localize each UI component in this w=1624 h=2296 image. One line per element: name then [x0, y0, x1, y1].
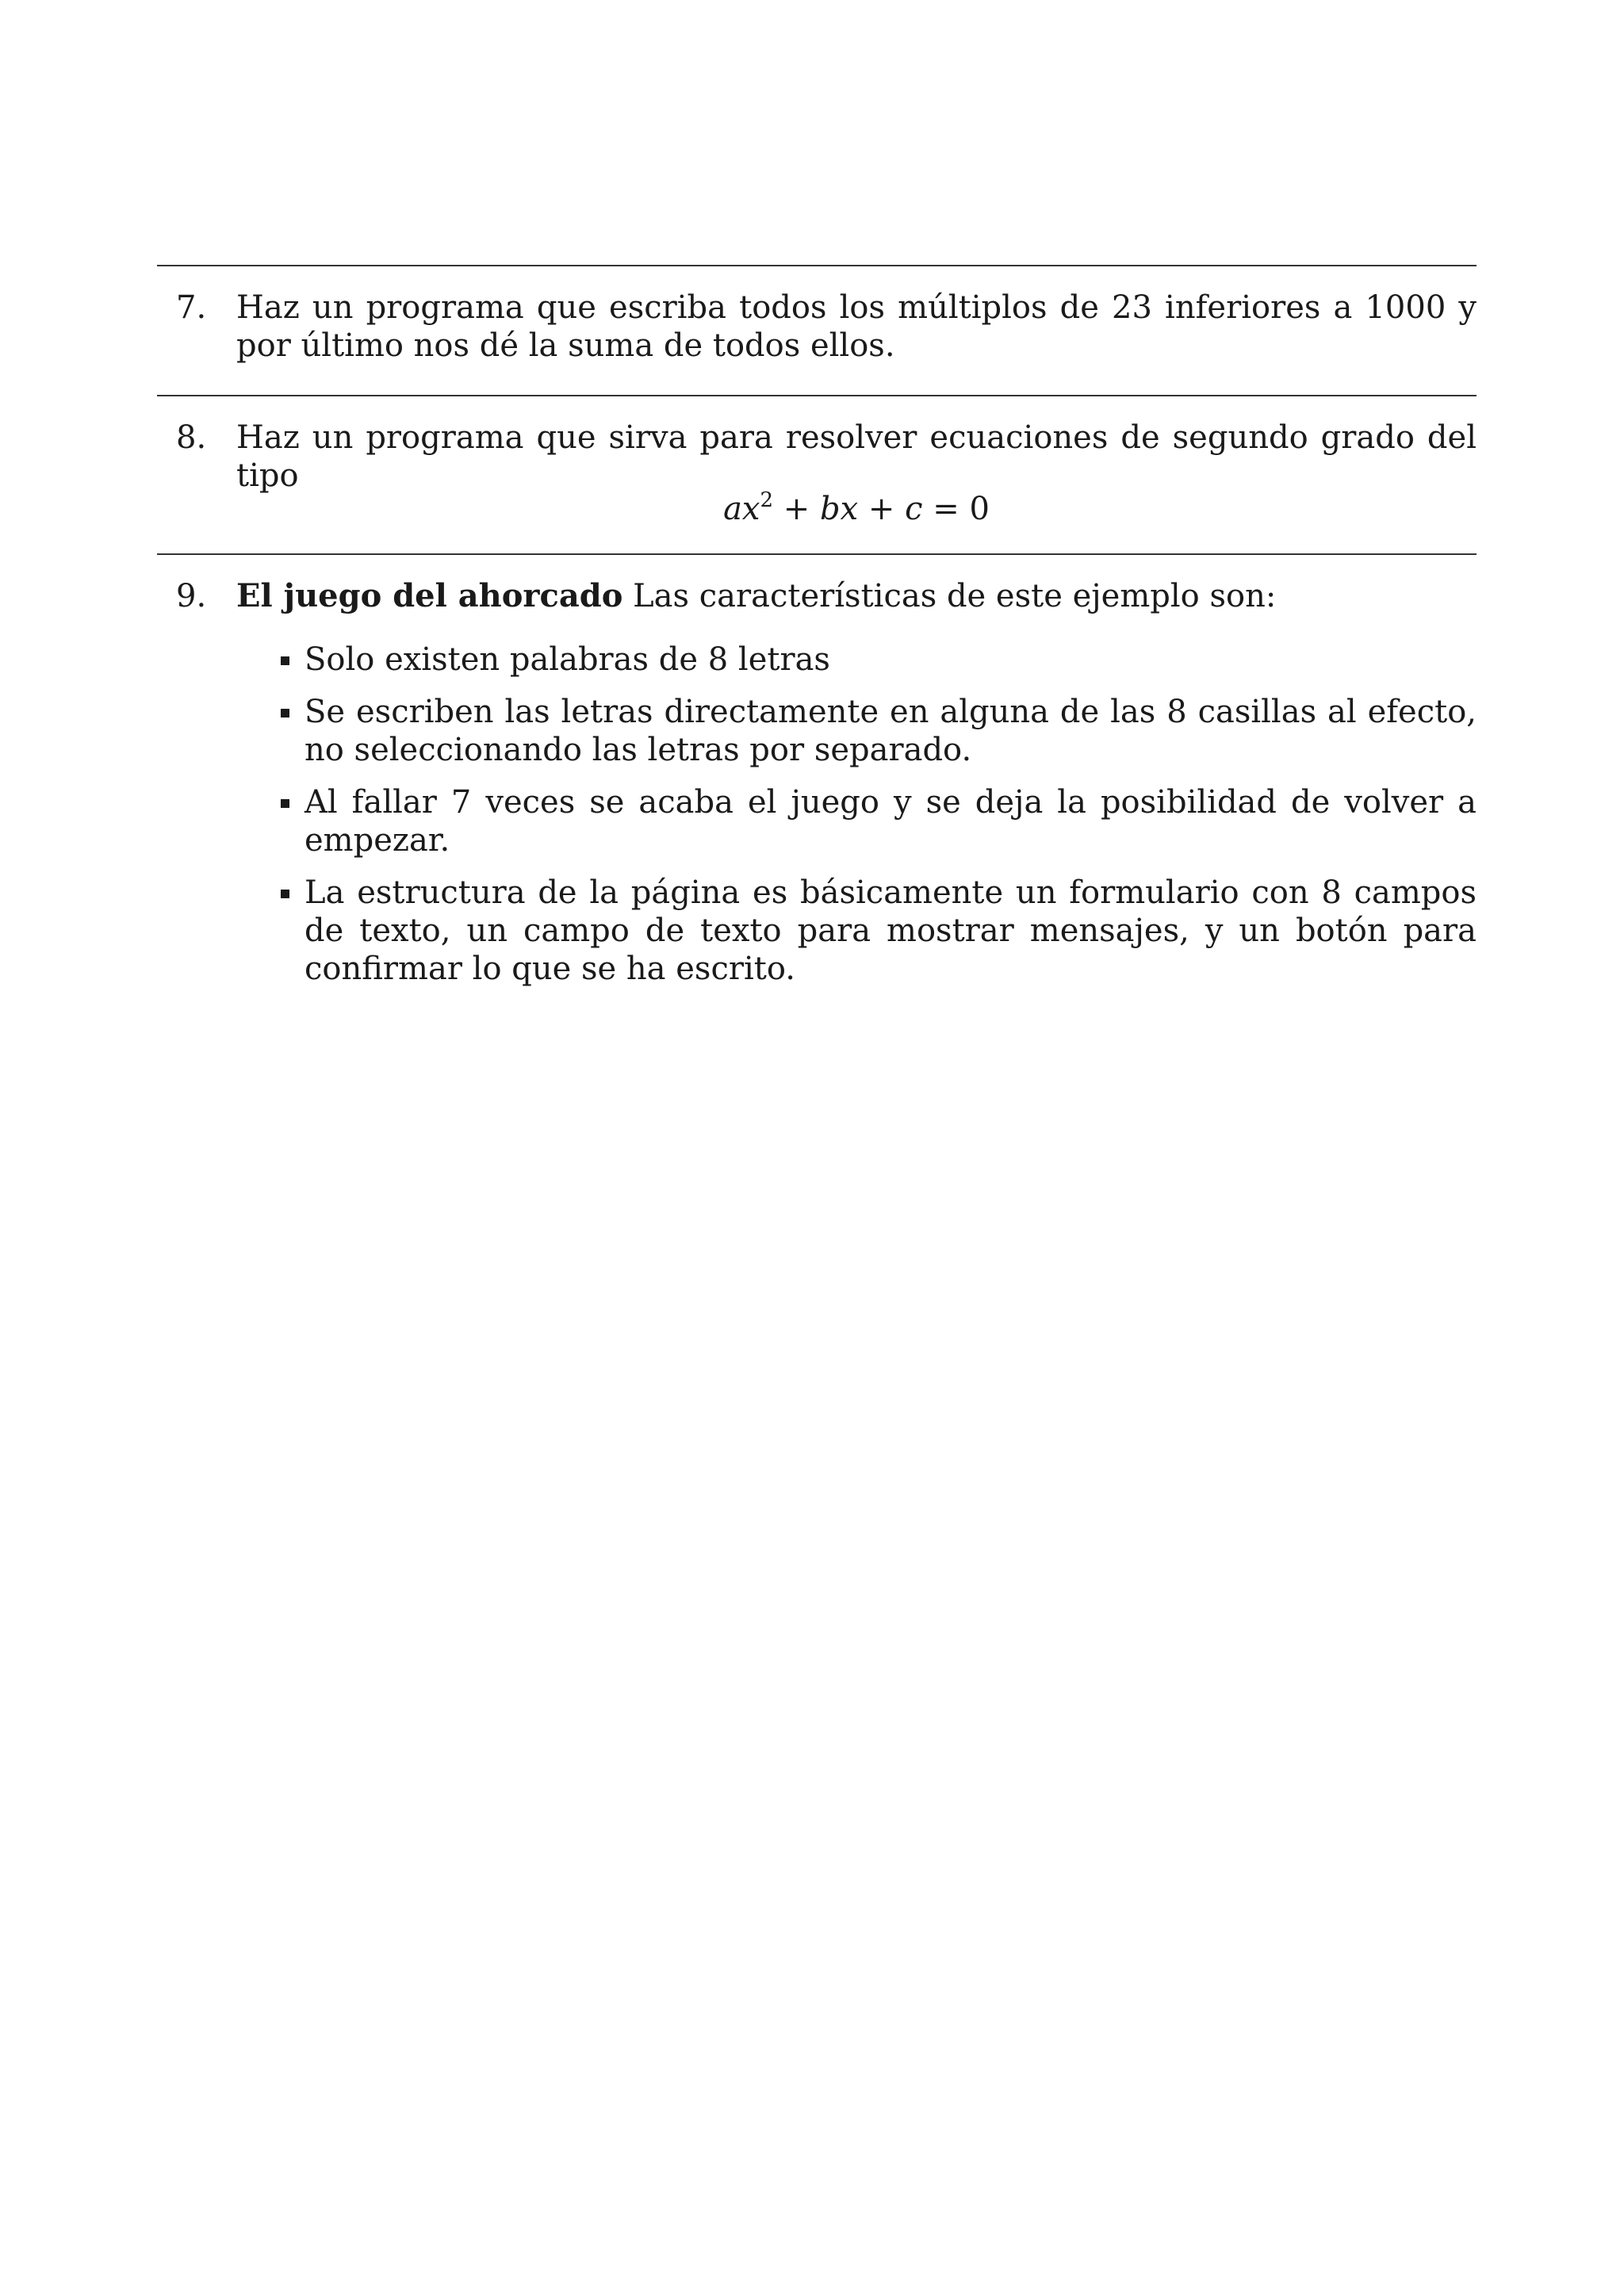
exercise-number: 9.: [176, 578, 207, 614]
list-item-text: Solo existen palabras de 8 letras: [304, 641, 830, 678]
separator-rule: [157, 553, 1477, 555]
formula-x: x: [741, 491, 760, 527]
exercise-9: [157, 577, 1477, 987]
formula-x: x: [840, 491, 859, 527]
bullet-icon: [281, 709, 289, 718]
separator-rule: [157, 395, 1477, 396]
formula-plus: +: [858, 491, 906, 527]
formula-plus: +: [773, 491, 820, 527]
quadratic-equation: [157, 490, 1477, 528]
exercise-7: [157, 289, 1477, 368]
exercise-title: El juego del ahorcado: [236, 577, 623, 614]
list-item-text: Al fallar 7 veces se acaba el juego y se deja la posibilidad de volver a empezar.: [304, 784, 1477, 859]
list-item: [304, 783, 1477, 859]
exercise-number: 7.: [176, 289, 207, 326]
list-item-text: La estructura de la página es básicamente un formulario con 8 campos de texto, un campo de texto para mostrar mensajes, y un botón para confirmar lo que se ha escrito.: [304, 874, 1477, 987]
list-item-text: Se escriben las letras directamente en alguna de las 8 casillas al efecto, no seleccionando las letras por separado.: [304, 694, 1477, 768]
list-item: [304, 874, 1477, 988]
formula-a: a: [723, 491, 742, 527]
exercise-text: Haz un programa que escriba todos los múltiplos de 23 inferiores a 1000 y por último nos dé la suma de todos ellos.: [236, 289, 1477, 364]
formula-equals: = 0: [922, 491, 990, 527]
exercise-text: [236, 577, 1477, 615]
separator-rule: [157, 265, 1477, 266]
formula-exponent: 2: [760, 488, 774, 512]
list-item: [304, 641, 1477, 679]
bullet-icon: [281, 656, 289, 665]
list-item: [304, 693, 1477, 769]
bullet-list: [304, 641, 1477, 1002]
bullet-icon: [281, 890, 289, 898]
formula-b: b: [819, 491, 841, 527]
exercise-number: 8.: [176, 419, 207, 456]
bullet-icon: [281, 799, 289, 808]
exercise-8: [157, 419, 1477, 538]
exercise-text: Haz un programa que sirva para resolver ecuaciones de segundo grado del tipo: [236, 419, 1477, 494]
formula-c: c: [905, 491, 923, 527]
exercise-intro: Las características de este ejemplo son:: [622, 578, 1277, 614]
